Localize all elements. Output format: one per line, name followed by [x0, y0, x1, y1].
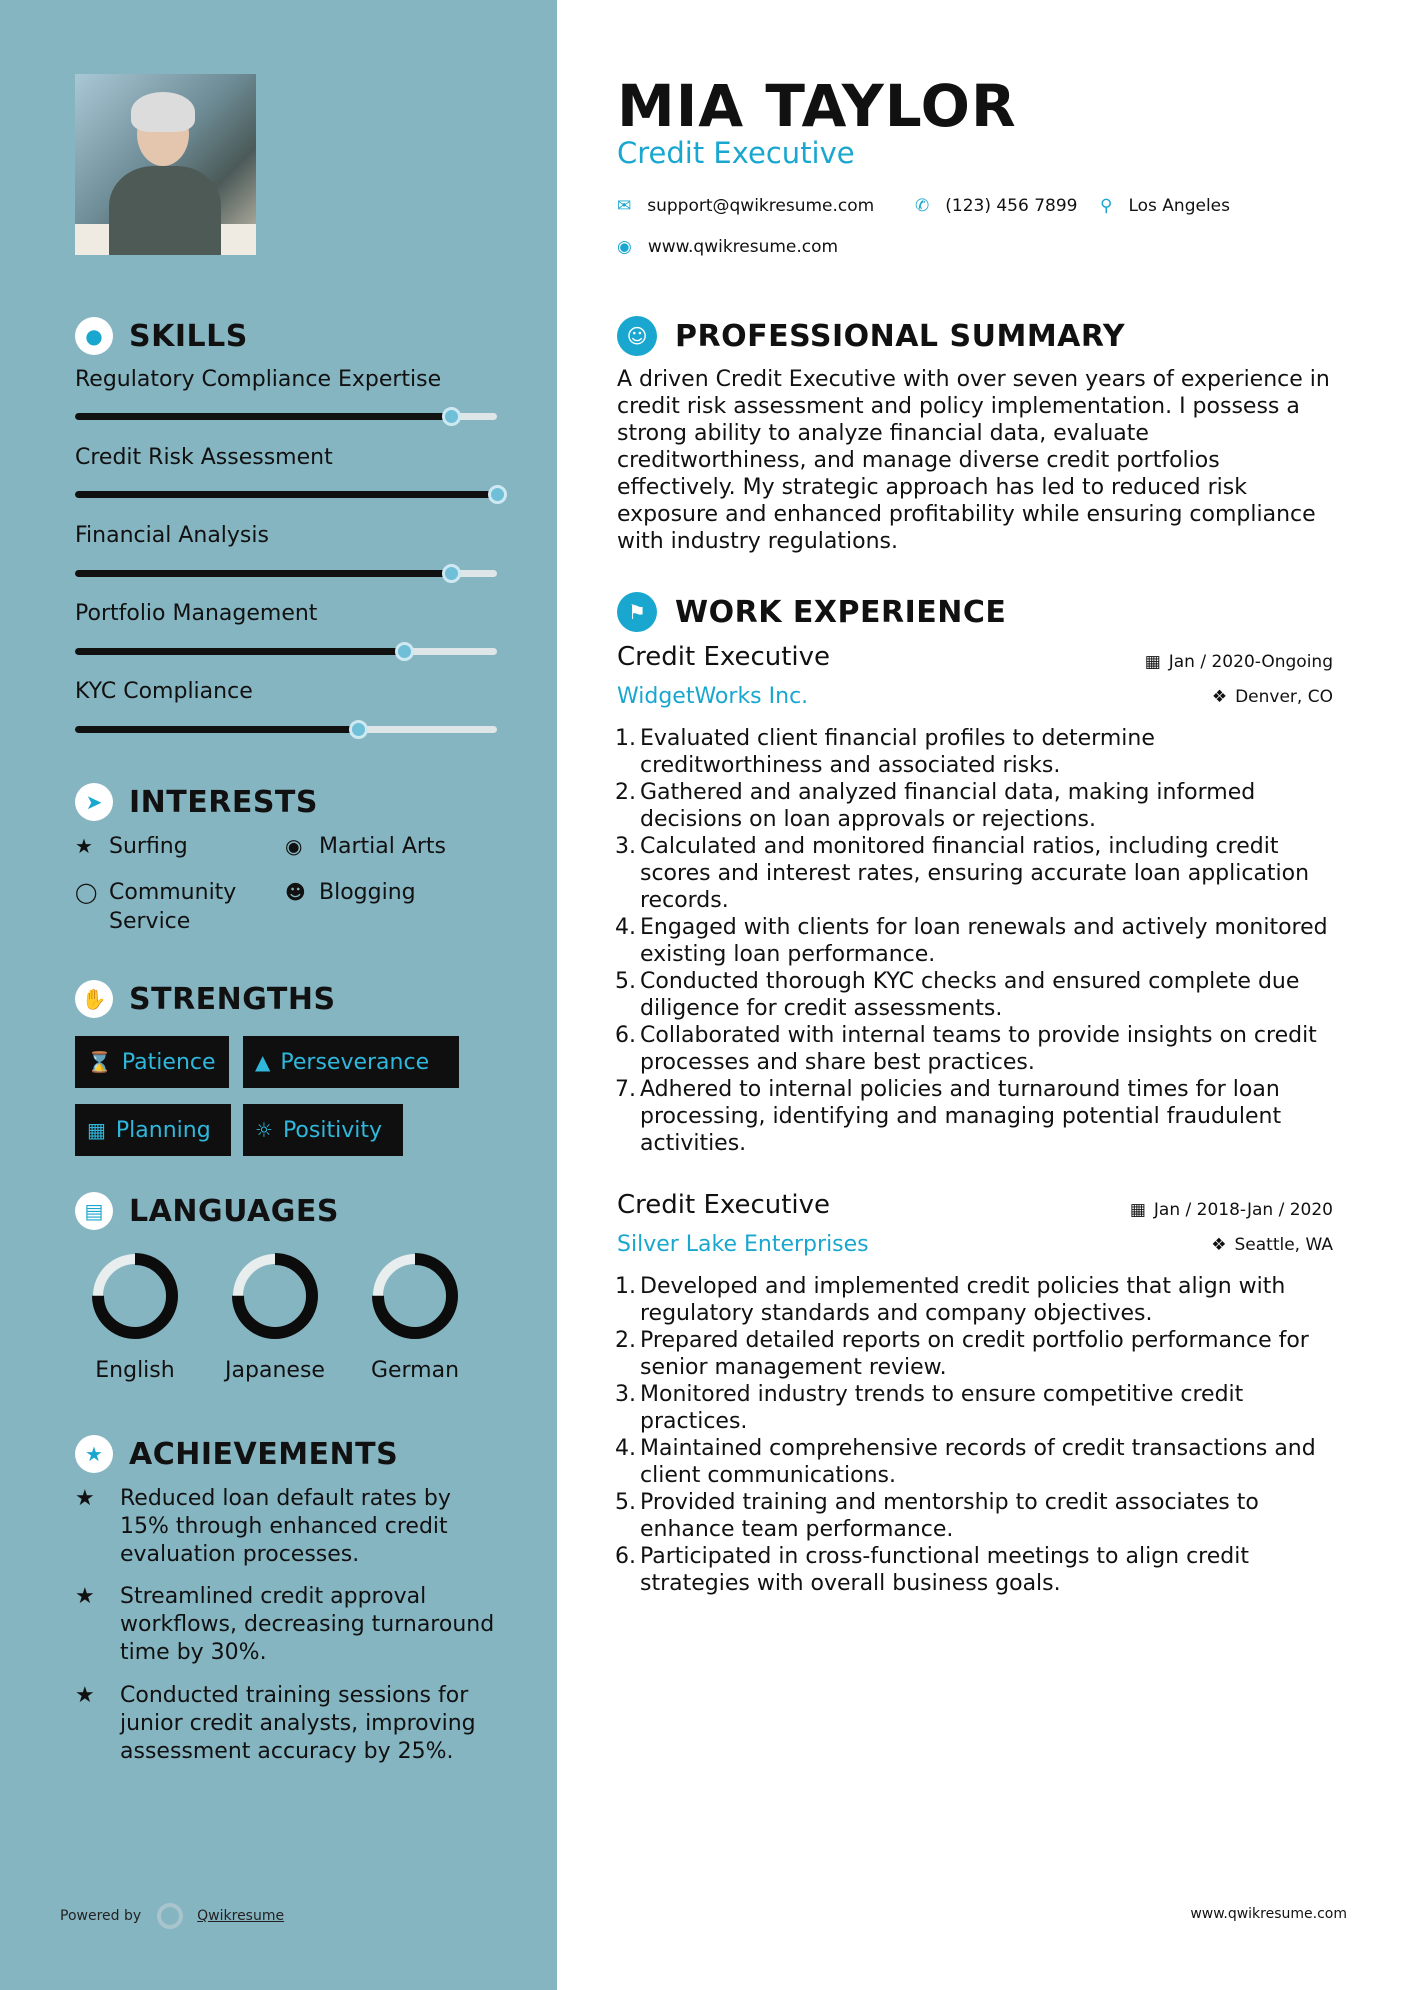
contact-location: ⚲ Los Angeles — [1100, 196, 1230, 216]
calendar-icon: ▦ — [1144, 652, 1161, 672]
languages-heading: ▤ LANGUAGES — [75, 1192, 339, 1230]
language-ring — [369, 1250, 461, 1342]
summary-text: A driven Credit Executive with over seven years of experience in credit risk assessment and policy implementation. I possess a strong ability to analyze financial data, evaluate creditworthiness, and manage diverse credit portfolios effectively. My strategic approach has led to reduced risk exposure and enhanced profitability while ensuring compliance with industry regulations. — [617, 367, 1330, 554]
list-item: 1. Developed and implemented credit policies that align with regulatory standards and company objectives. — [615, 1274, 1286, 1326]
qwikresume-logo-icon — [157, 1903, 183, 1929]
globe-icon: ◉ — [617, 237, 632, 257]
contact-email[interactable]: ✉ support@qwikresume.com — [617, 196, 875, 216]
lightbulb-icon: ● — [75, 317, 113, 355]
job-company: Silver Lake Enterprises — [617, 1232, 869, 1257]
skill-label: Credit Risk Assessment — [75, 445, 333, 470]
globe-icon: ◉ — [285, 834, 303, 858]
achievement-item: ★ Conducted training sessions for junior credit analysts, improving assessment accuracy by 25%. — [75, 1683, 476, 1764]
hands-icon: ◯ — [75, 880, 98, 904]
skill-bar — [75, 491, 497, 498]
list-item: 3. Calculated and monitored financial ratios, including credit scores and interest rates, ensuring accurate loan application records. — [615, 834, 1310, 913]
strength-badge: ▲ Perseverance — [243, 1036, 459, 1088]
road-icon: ▲ — [255, 1050, 271, 1074]
profile-photo — [75, 74, 256, 255]
fist-icon: ✋ — [75, 980, 113, 1018]
skill-bar — [75, 413, 497, 420]
list-item: 6. Participated in cross-functional meetings to align credit strategies with overall business goals. — [615, 1544, 1249, 1596]
interest-item: ◉ Martial Arts — [285, 834, 447, 859]
job-location: ❖ Denver, CO — [1211, 687, 1333, 707]
award-icon: ★ — [75, 1435, 113, 1473]
pin-icon: ❖ — [1211, 1235, 1227, 1255]
users-icon: ☻ — [285, 880, 306, 904]
interests-heading: ➤ INTERESTS — [75, 783, 318, 821]
job-location: ❖ Seattle, WA — [1211, 1235, 1333, 1255]
pin-icon: ❖ — [1211, 687, 1228, 707]
interest-item: ☻ Blogging — [285, 880, 416, 905]
strength-badge: ⌛ Patience — [75, 1036, 229, 1088]
job-title: Credit Executive — [617, 642, 831, 672]
user-icon: ☺ — [617, 316, 657, 356]
language-item: German — [360, 1250, 470, 1383]
skill-bar — [75, 648, 497, 655]
list-item: 3. Monitored industry trends to ensure competitive credit practices. — [615, 1382, 1244, 1434]
brand-link[interactable]: Qwikresume — [197, 1908, 285, 1924]
calendar-icon: ▦ — [1129, 1200, 1146, 1220]
list-item: 1. Evaluated client financial profiles to determine creditworthiness and associated risks. — [615, 726, 1155, 778]
candidate-name: MIA TAYLOR — [617, 72, 1017, 140]
list-item: 7. Adhered to internal policies and turnaround times for loan processing, identifying and managing potential fraudulent activities. — [615, 1077, 1282, 1156]
summary-heading: ☺ PROFESSIONAL SUMMARY — [617, 316, 1125, 356]
list-item: 5. Conducted thorough KYC checks and ensured complete due diligence for credit assessments. — [615, 969, 1300, 1021]
skill-label: Portfolio Management — [75, 601, 318, 626]
interest-item: ★ Surfing — [75, 834, 188, 859]
contact-phone: ✆ (123) 456 7899 — [915, 196, 1078, 216]
language-ring — [89, 1250, 181, 1342]
list-item: 5. Provided training and mentorship to credit associates to enhance team performance. — [615, 1490, 1259, 1542]
strength-badge: ▦ Planning — [75, 1104, 231, 1156]
job-title: Credit Executive — [617, 1190, 831, 1220]
calendar-icon: ▦ — [87, 1118, 106, 1142]
envelope-icon: ✉ — [617, 196, 632, 216]
footer-url[interactable]: www.qwikresume.com — [1190, 1906, 1347, 1922]
sun-icon: ☼ — [255, 1118, 273, 1142]
skill-label: Regulatory Compliance Expertise — [75, 367, 442, 392]
skill-label: Financial Analysis — [75, 523, 269, 548]
contact-website[interactable]: ◉ www.qwikresume.com — [617, 237, 839, 257]
star-icon: ★ — [75, 834, 93, 858]
phone-icon: ✆ — [915, 196, 930, 216]
skills-heading: ● SKILLS — [75, 317, 248, 355]
strengths-heading: ✋ STRENGTHS — [75, 980, 336, 1018]
map-pin-icon: ⚲ — [1100, 196, 1113, 216]
trophy-star-icon: ★ — [75, 1683, 95, 1708]
job-duties — [610, 725, 1340, 1157]
strength-badge: ☼ Positivity — [243, 1104, 403, 1156]
skill-bar — [75, 570, 497, 577]
list-item: 4. Engaged with clients for loan renewals and actively monitored existing loan performance. — [615, 915, 1328, 967]
paper-plane-icon: ➤ — [75, 783, 113, 821]
job-dates: ▦ Jan / 2018-Jan / 2020 — [1129, 1200, 1333, 1220]
trophy-star-icon: ★ — [75, 1486, 95, 1511]
list-item: 4. Maintained comprehensive records of credit transactions and client communications. — [615, 1436, 1316, 1488]
language-item: Japanese — [220, 1250, 330, 1383]
achievements-heading: ★ ACHIEVEMENTS — [75, 1435, 398, 1473]
interest-item: ◯ Community Service — [75, 880, 237, 934]
skill-bar — [75, 726, 497, 733]
powered-by: Powered by Qwikresume — [60, 1903, 284, 1929]
language-icon: ▤ — [75, 1192, 113, 1230]
achievement-item: ★ Reduced loan default rates by 15% through enhanced credit evaluation processes. — [75, 1486, 451, 1567]
sidebar — [0, 0, 557, 1990]
skill-label: KYC Compliance — [75, 679, 253, 704]
candidate-role: Credit Executive — [617, 136, 855, 170]
list-item: 6. Collaborated with internal teams to provide insights on credit processes and share best practices. — [615, 1023, 1317, 1075]
achievement-item: ★ Streamlined credit approval workflows, decreasing turnaround time by 30%. — [75, 1584, 495, 1665]
language-ring — [229, 1250, 321, 1342]
language-item: English — [80, 1250, 190, 1383]
hourglass-icon: ⌛ — [87, 1050, 112, 1074]
job-duties — [610, 1273, 1340, 1597]
job-dates: ▦ Jan / 2020-Ongoing — [1144, 652, 1333, 672]
office-chair-icon: ⚑ — [617, 592, 657, 632]
list-item: 2. Prepared detailed reports on credit portfolio performance for senior management review. — [615, 1328, 1309, 1380]
list-item: 2. Gathered and analyzed financial data, making informed decisions on loan approvals or rejections. — [615, 780, 1256, 832]
experience-heading: ⚑ WORK EXPERIENCE — [617, 592, 1006, 632]
trophy-star-icon: ★ — [75, 1584, 95, 1609]
job-company: WidgetWorks Inc. — [617, 684, 809, 709]
